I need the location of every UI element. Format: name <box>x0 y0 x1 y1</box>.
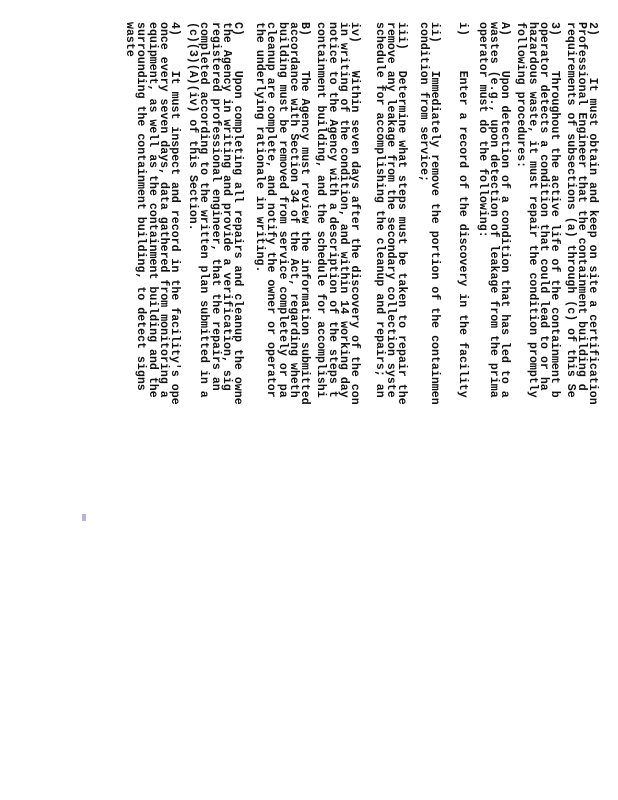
text-line: 2) It must obtain and keep on site a certification <box>586 22 599 405</box>
text-line: i) Enter a record of the discovery in the facility <box>456 22 469 398</box>
text-line: hazardous waste, it must repair the condition promptly <box>525 22 539 398</box>
paragraph <box>124 22 180 405</box>
text-line: schedule for accomplishing the cleanup and repairs; an <box>372 22 386 398</box>
text-line: containment building, and the schedule for accomplishi <box>314 22 328 398</box>
text-line: (c)(3)(A)(iv) of this Section. <box>186 22 200 231</box>
text-line: remove any leakage from the secondary collection syste <box>383 22 397 398</box>
text-line: completed according to the written plan submitted in a <box>197 22 211 398</box>
text-line: operator detects a condition that could lead to or ha <box>536 22 550 391</box>
text-line: in writing of the condition, and within 14 working day <box>336 22 350 398</box>
text-line: iv) Within seven days after the discovery of the con <box>348 22 361 405</box>
text-line: the Agency in writing and provide a verification, sig <box>219 22 233 391</box>
text-line: requirements of subsections (a) through (c) of this Se <box>563 22 577 398</box>
text-line-continuation: It must obtain and keep on site a certification <box>586 35 599 405</box>
text-line: accordance with Section 34 of the Act, regarding wheth <box>286 22 300 398</box>
text-line: the underlying rationale in writing. <box>253 22 267 273</box>
text-line: once every seven days, data gathered from monitoring a <box>156 22 170 398</box>
text-line: following procedures: <box>514 22 528 169</box>
text-line: waste <box>123 22 137 57</box>
paragraph <box>373 22 407 405</box>
text-line: notice to the Agency with a description of the steps t <box>325 22 339 398</box>
text-line: Professional Engineer that the containment building d <box>574 22 588 391</box>
scan-mark <box>82 514 86 521</box>
text-line: iii) Determine what steps must be taken to repair the <box>395 22 408 405</box>
text-line: equipment, as well as the containment building and the <box>145 22 159 398</box>
text-line: condition from service; <box>416 22 430 183</box>
text-line: wastes (e.g., upon detection of leakage from the prima <box>486 22 500 398</box>
text-line: registered professional engineer, that the repairs an <box>208 22 222 391</box>
text-line: 3) Throughout the active life of the containment b <box>548 22 561 398</box>
paragraph <box>476 22 510 398</box>
text-line: ii) Immediately remove the portion of the containmen <box>428 22 441 405</box>
text-line: operator must do the following: <box>475 22 489 238</box>
paragraph <box>418 22 440 405</box>
text-line: 4) It must inspect and record in the facility's ope <box>168 22 181 405</box>
paragraph <box>457 22 468 398</box>
text-line: surrounding the containment building, to detect signs <box>134 22 148 391</box>
paragraph <box>187 22 243 405</box>
text-line: B) The Agency must review the information submitted <box>298 22 311 405</box>
text-line: C) Upon completing all repairs and cleanup the owne <box>231 22 244 405</box>
paragraph <box>254 22 310 405</box>
text-line: cleanup are complete, and notify the owner or operator <box>264 22 278 398</box>
paragraph <box>564 22 598 405</box>
text-line: building must be removed from service completely or pa <box>275 22 289 398</box>
text-line: A) Upon detection of a condition that has led to a <box>498 22 511 398</box>
paragraph <box>315 22 360 405</box>
paragraph <box>515 22 560 398</box>
